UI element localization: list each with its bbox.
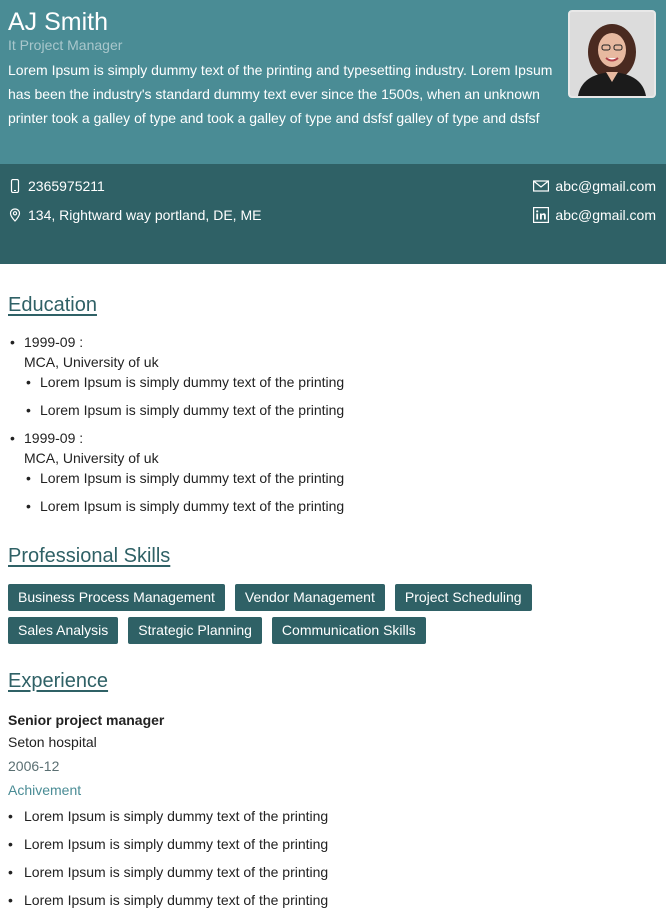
linkedin-icon	[533, 207, 549, 223]
skill-tag: Project Scheduling	[395, 584, 532, 611]
experience-entry	[8, 710, 328, 914]
education-point: • Lorem Ipsum is simply dummy text of the printing	[24, 372, 344, 392]
achievement-point: • Lorem Ipsum is simply dummy text of the printing	[8, 802, 328, 830]
skills-list	[8, 584, 568, 644]
address-text: 134, Rightward way portland, DE, ME	[28, 207, 262, 223]
resume-header	[0, 0, 666, 164]
skill-tag: Strategic Planning	[128, 617, 262, 644]
candidate-role: It Project Manager	[8, 37, 123, 53]
address-row	[8, 207, 261, 223]
education-degree: MCA, University of uk	[24, 450, 159, 466]
education-date: • 1999-09 :	[24, 430, 84, 446]
achievement-label: Achivement	[8, 782, 82, 798]
phone-icon	[8, 179, 22, 193]
job-title: Senior project manager	[8, 712, 165, 728]
profile-photo-image	[570, 12, 654, 96]
skill-tag: Communication Skills	[272, 617, 426, 644]
education-degree: MCA, University of uk	[24, 354, 159, 370]
education-heading: Education	[8, 294, 97, 316]
achievement-point: • Lorem Ipsum is simply dummy text of the printing	[8, 858, 328, 886]
profile-photo	[568, 10, 656, 98]
location-icon	[8, 208, 22, 222]
education-entry	[8, 332, 344, 420]
job-date: 2006-12	[8, 758, 60, 774]
email-link[interactable]: abc@gmail.com	[555, 178, 656, 194]
skill-tag: Vendor Management	[235, 584, 385, 611]
linkedin-link[interactable]: abc@gmail.com	[555, 207, 656, 223]
education-date: • 1999-09 :	[24, 334, 84, 350]
phone-row	[8, 178, 105, 194]
candidate-name: AJ Smith	[8, 8, 109, 36]
achievement-point: • Lorem Ipsum is simply dummy text of the printing	[8, 886, 328, 914]
education-list	[8, 332, 344, 516]
linkedin-row	[533, 207, 656, 223]
education-point: • Lorem Ipsum is simply dummy text of the printing	[24, 496, 344, 516]
skills-heading: Professional Skills	[8, 545, 171, 567]
contact-bar	[0, 164, 666, 264]
email-row	[533, 178, 656, 194]
skill-tag: Sales Analysis	[8, 617, 118, 644]
achievement-point: • Lorem Ipsum is simply dummy text of the printing	[8, 830, 328, 858]
skill-tag: Business Process Management	[8, 584, 225, 611]
education-point: • Lorem Ipsum is simply dummy text of the printing	[24, 400, 344, 420]
email-icon	[533, 179, 549, 193]
company-name: Seton hospital	[8, 734, 97, 750]
education-point: • Lorem Ipsum is simply dummy text of the printing	[24, 468, 344, 488]
phone-number[interactable]: 2365975211	[28, 178, 105, 194]
experience-heading: Experience	[8, 670, 109, 692]
education-entry	[8, 428, 344, 516]
profile-summary: Lorem Ipsum is simply dummy text of the printing and typesetting industry. Lorem Ipsum has been the industry's standard dummy text ever since the 1500s, when an unknown printer took a galley of type and took a galley of type and dsfsf galley of type and dsfsf	[8, 62, 553, 126]
